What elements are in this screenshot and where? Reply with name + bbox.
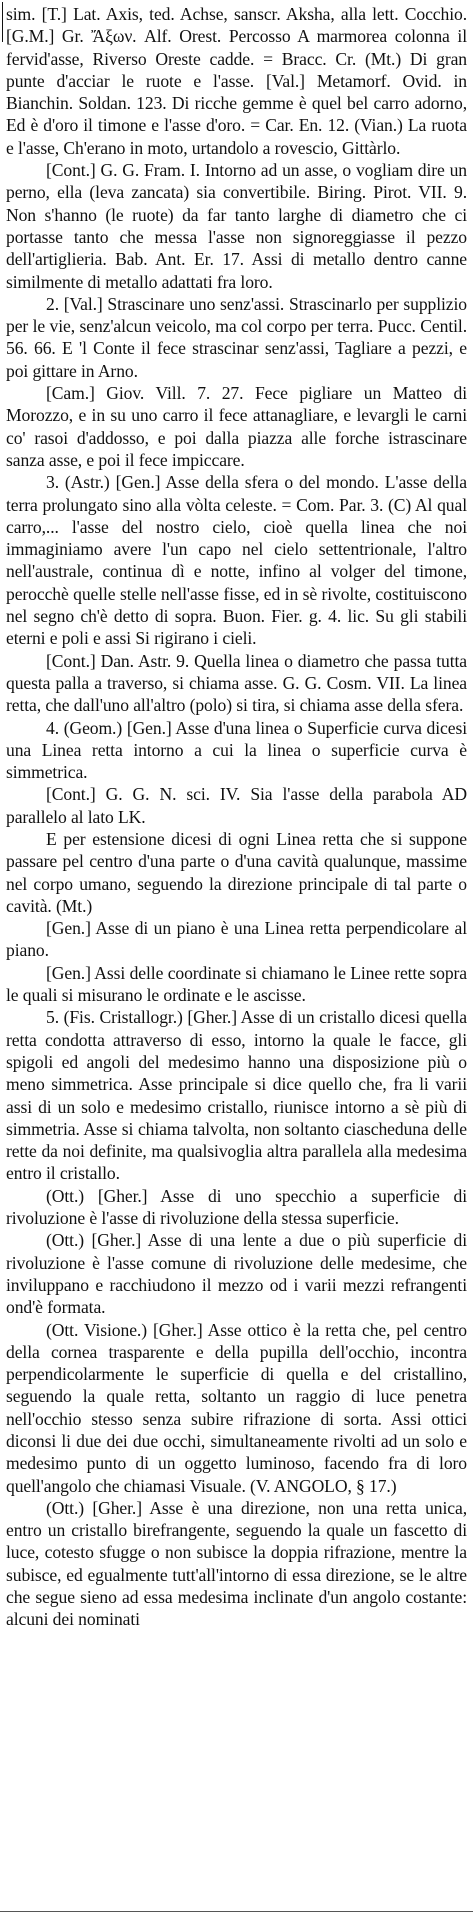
entry-paragraph-sense-2-example: [Cam.] Giov. Vill. 7. 27. Fece pigliare un Matteo di Morozzo, e in su uno carro il fece attanagliare, e levargli le carni co' rasoi d'addosso, e poi dalla piazza alle forche istrascinare sanza asse, e poi il fece impiccare. bbox=[6, 383, 467, 470]
entry-paragraph-sense-4: 4. (Geom.) [Gen.] Asse d'una linea o Superficie curva dicesi una Linea retta intorno a cui la linea o superficie curva è simmetrica. bbox=[6, 717, 467, 783]
entry-paragraph-lens: (Ott.) [Gher.] Asse di una lente a due o più superficie di rivoluzione è l'asse comune di rivoluzione delle medesime, che inviluppano e racchiudono il mezzo od i varii mezzi refrangenti ond'è formata. bbox=[6, 1230, 467, 1318]
entry-paragraph-sense-2: 2. [Val.] Strascinare uno senz'assi. Strascinarlo per supplizio per le vie, senz'alcun veicolo, ma col corpo per terra. Pucc. Centil. 56. 66. E 'l Conte il fece strascinar senz'assi, Tagliare a pezzi, e poi gittare in Arno. bbox=[6, 293, 467, 381]
entry-paragraph-optic-axis: (Ott. Visione.) [Gher.] Asse ottico è la retta che, pel centro della cornea trasparente e della pupilla dell'occhio, incontra perpendicolarmente le superficie di quella e del cristallino, seguendo la quale retta, soltanto un raggio di luce penetra nell'occhio stesso senza subire rifrazione di sorta. Assi ottici diconsi li due dei due occhi, simultaneamente rivolti ad un solo e medesimo punto di un oggetto luminoso, facendo fra di loro quell'angolo che chiamasi Visuale. (V. ANGOLO, § 17.) bbox=[6, 1319, 467, 1496]
entry-paragraph-sense-3-example: [Cont.] Dan. Astr. 9. Quella linea o diametro che passa tutta questa palla a traverso, si chiama asse. G. G. Cosm. VII. La linea retta, che dall'uno all'altro (polo) si tira, si chiama asse della sfera. bbox=[6, 650, 467, 716]
entry-paragraph-extension: E per estensione dicesi di ogni Linea retta che si suppone passare pel centro d'una parte o d'una cavità qualunque, massime nel corpo umano, seguendo la direzione principale di tal parte o cavità. (Mt.) bbox=[6, 828, 467, 916]
entry-paragraph-coordinates: [Gen.] Assi delle coordinate si chiamano le Linee rette sopra le quali si misurano le ordinate e le ascisse. bbox=[6, 962, 467, 1006]
entry-paragraph-sense-5: 5. (Fis. Cristallogr.) [Gher.] Asse di un cristallo dicesi quella retta condotta attraverso di esso, intorno la quale le facce, gli spigoli ed angoli del medesimo hanno una disposizione più o meno simmetrica. Asse principale si dice quello che, fra li varii assi di un solo e medesimo cristallo, riunisce intorno a sè più di simmetria. Asse si chiama talvolta, non soltanto ciascheduna delle rette da noi definite, ma qualsivoglia altra parallela alla medesima entro il cristallo. bbox=[6, 1007, 467, 1184]
bottom-rule bbox=[0, 1911, 473, 1912]
entry-paragraph-etymology: sim. [T.] Lat. Axis, ted. Achse, sanscr. Aksha, alla lett. Cocchio. [G.M.] Gr. Ἄξων. Alf. Orest. Percosso A marmorea colonna il fervid'asse, Riverso Oreste cadde. = Bracc. Cr. (Mt.) Di gran punte d'acciar le ruote e l'asse. [Val.] Metamorf. Ovid. in Bianchin. Soldan. 123. Di ricche gemme è quel bel carro adorno, Ed è d'oro il timone e l'asse d'oro. = Car. En. 12. (Vian.) La ruota e l'asse, Ch'erano in moto, urtandolo a rovescio, Gittàrlo. bbox=[6, 4, 467, 158]
entry-paragraph-birefringent: (Ott.) [Gher.] Asse è una direzione, non una retta unica, entro un cristallo birefrangente, seguendo la quale un fascetto di luce, cotesto sfugge o non subisce la doppia rifrazione, mentre la subisce, ed egualmente tutt'all'intorno di essa direzione, se le altre che segue sieno ad essa medesima inclinate d'un angolo costante: alcuni dei nominati bbox=[6, 1497, 467, 1630]
entry-paragraph-plane-axis: [Gen.] Asse di un piano è una Linea retta perpendicolare al piano. bbox=[6, 918, 467, 961]
entry-paragraph-mirror: (Ott.) [Gher.] Asse di uno specchio a superficie di rivoluzione è l'asse di rivoluzione della stessa superficie. bbox=[6, 1185, 467, 1229]
entry-paragraph-sense-4-example: [Cont.] G. G. N. sci. IV. Sia l'asse della parabola AD parallelo al lato LK. bbox=[6, 784, 467, 827]
entry-paragraph-sense-3: 3. (Astr.) [Gen.] Asse della sfera o del mondo. L'asse della terra prolungato sino alla vòlta celeste. = Com. Par. 3. (C) Al qual carro,... l'asse del nostro cielo, cioè quella linea che noi immaginiamo avere l'un capo nel cielo settentrionale, l'altro nell'australe, continua dì e notte, infino al volger del timone, perocchè quelle stelle nell'asse fisse, ed in sè rivolte, costituiscono nel segno ch'è detto di sopra. Buon. Fier. g. 4. lic. Su gli stabili eterni e poli e assi Si rigirano i cieli. bbox=[6, 472, 467, 649]
margin-rule bbox=[2, 2, 3, 42]
entry-paragraph-mechanics: [Cont.] G. G. Fram. I. Intorno ad un asse, o vogliam dire un perno, ella (leva zancata) sia convertibile. Biring. Pirot. VII. 9. Non s'hanno (le ruote) da far tanto larghe di diametro che ci portasse tanto che messa l'asse non signoreggiasse il pezzo dell'artiglieria. Bab. Ant. Er. 17. Assi di metallo dentro canne similmente di metallo adattati fra loro. bbox=[6, 160, 467, 292]
